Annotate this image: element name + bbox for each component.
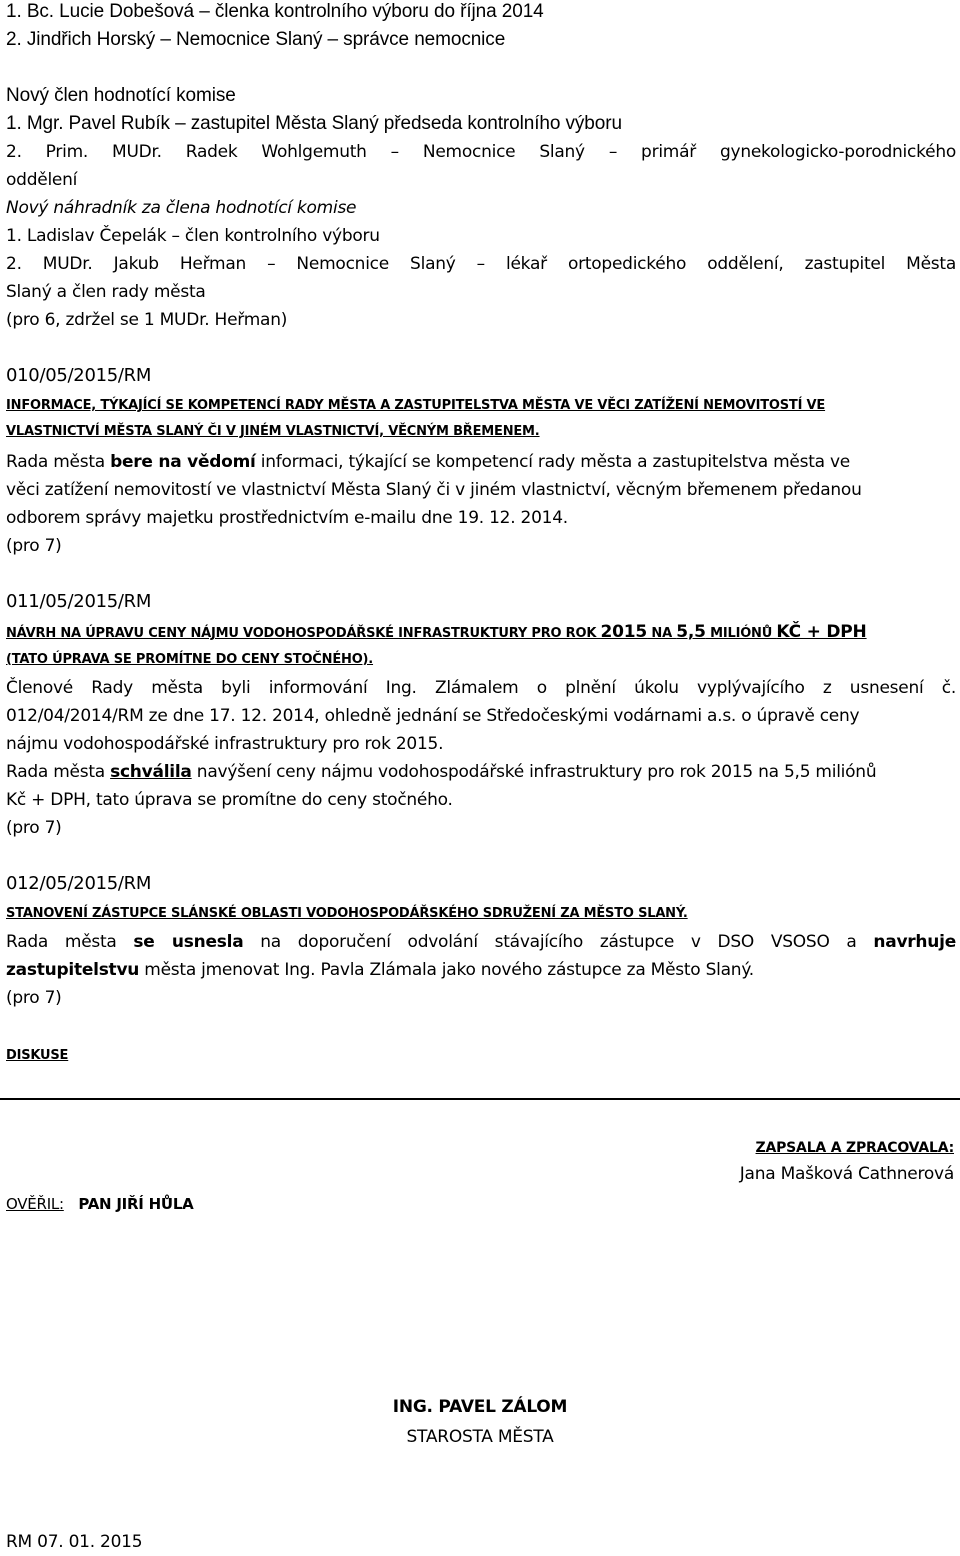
item-number: 010/05/2015/RM	[6, 365, 152, 386]
intro-line-4b: oddělení	[6, 170, 78, 190]
recorded-by-label: ZAPSALA A ZPRACOVALA:	[755, 1140, 954, 1156]
substitute-label: Nový náhradník za člena hodnotící komise	[6, 198, 357, 218]
item-heading-line-2: VLASTNICTVÍ MĚSTA SLANÝ ČI V JINÉM VLASTNICTVÍ, VĚCNÝM BŘEMENEM.	[6, 424, 540, 439]
item-heading-line-2: (TATO ÚPRAVA SE PROMÍTNE DO CENY STOČNÉHO).	[6, 652, 374, 667]
item-body-line-2: 012/04/2014/RM ze dne 17. 12. 2014, ohledně jednání se Středočeskými vodárnami a.s. o úpravě ceny	[6, 706, 860, 726]
new-member-label: Nový člen hodnotící komise	[6, 85, 236, 106]
verified-by-name: PAN JIŘÍ HŮLA	[78, 1195, 194, 1213]
horizontal-divider	[0, 1098, 960, 1100]
item-vote: (pro 7)	[6, 818, 62, 838]
item-heading: STANOVENÍ ZÁSTUPCE SLÁNSKÉ OBLASTI VODOHOSPODÁŘSKÉHO SDRUŽENÍ ZA MĚSTO SLANÝ.	[6, 906, 688, 921]
intro-line-3: 1. Mgr. Pavel Rubík – zastupitel Města Slaný předseda kontrolního výboru	[6, 113, 622, 134]
intro-line-2: 2. Jindřich Horský – Nemocnice Slaný – správce nemocnice	[6, 29, 506, 50]
item-body-line-1: Členové Rady města byli informování Ing. Zlámalem o plnění úkolu vyplývajícího z usnesení č.	[6, 678, 956, 698]
item-vote: (pro 7)	[6, 988, 62, 1008]
recorded-by-name: Jana Mašková Cathnerová	[739, 1164, 954, 1184]
item-body-line-2: zastupitelstvu města jmenovat Ing. Pavla Zlámala jako nového zástupce za Město Slaný.	[6, 960, 754, 980]
discussion-heading: DISKUSE	[6, 1048, 69, 1063]
mayor-title: STAROSTA MĚSTA	[406, 1427, 554, 1447]
item-number: 012/05/2015/RM	[6, 873, 152, 894]
item-body-line-4: Rada města schválila navýšení ceny nájmu vodohospodářské infrastruktury pro rok 2015 na 5,5 miliónů	[6, 762, 877, 782]
intro-line-5: 1. Ladislav Čepelák – člen kontrolního výboru	[6, 226, 380, 246]
item-body-line-3: odborem správy majetku prostřednictvím e-mailu dne 19. 12. 2014.	[6, 508, 568, 528]
item-number: 011/05/2015/RM	[6, 591, 152, 612]
intro-line-1: 1. Bc. Lucie Dobešová – členka kontrolního výboru do října 2014	[6, 1, 544, 22]
item-body-line-1: Rada města bere na vědomí informaci, týkající se kompetencí rady města a zastupitelstva města ve	[6, 452, 850, 472]
item-heading-line-1: NÁVRH NA ÚPRAVU CENY NÁJMU VODOHOSPODÁŘSKÉ INFRASTRUKTURY PRO ROK 2015 NA 5,5 MILIÓNŮ KČ + DPH	[6, 622, 867, 642]
verified-by-label: OVĚŘIL:	[6, 1195, 64, 1213]
item-body-line-5: Kč + DPH, tato úprava se promítne do ceny stočného.	[6, 790, 453, 810]
intro-vote: (pro 6, zdržel se 1 MUDr. Heřman)	[6, 310, 288, 330]
item-vote: (pro 7)	[6, 536, 62, 556]
intro-line-6a: 2. MUDr. Jakub Heřman – Nemocnice Slaný – lékař ortopedického oddělení, zastupitel Města	[6, 254, 956, 274]
intro-line-4a: 2. Prim. MUDr. Radek Wohlgemuth – Nemocnice Slaný – primář gynekologicko-porodnického	[6, 142, 956, 162]
item-heading-line-1: INFORMACE, TÝKAJÍCÍ SE KOMPETENCÍ RADY MĚSTA A ZASTUPITELSTVA MĚSTA VE VĚCI ZATÍŽENÍ NEMOVITOSTÍ VE	[6, 398, 826, 413]
item-body-line-3: nájmu vodohospodářské infrastruktury pro rok 2015.	[6, 734, 444, 754]
footer-date: RM 07. 01. 2015	[6, 1532, 143, 1552]
verified-by-row	[6, 1190, 956, 1218]
mayor-name: ING. PAVEL ZÁLOM	[392, 1397, 568, 1417]
item-body-line-2: věci zatížení nemovitostí ve vlastnictví Města Slaný či v jiném vlastnictví, věcným břemenem předanou	[6, 480, 862, 500]
intro-line-6b: Slaný a člen rady města	[6, 282, 206, 302]
item-body-line-1: Rada města se usnesla na doporučení odvolání stávajícího zástupce v DSO VSOSO a navrhuje	[6, 932, 956, 952]
